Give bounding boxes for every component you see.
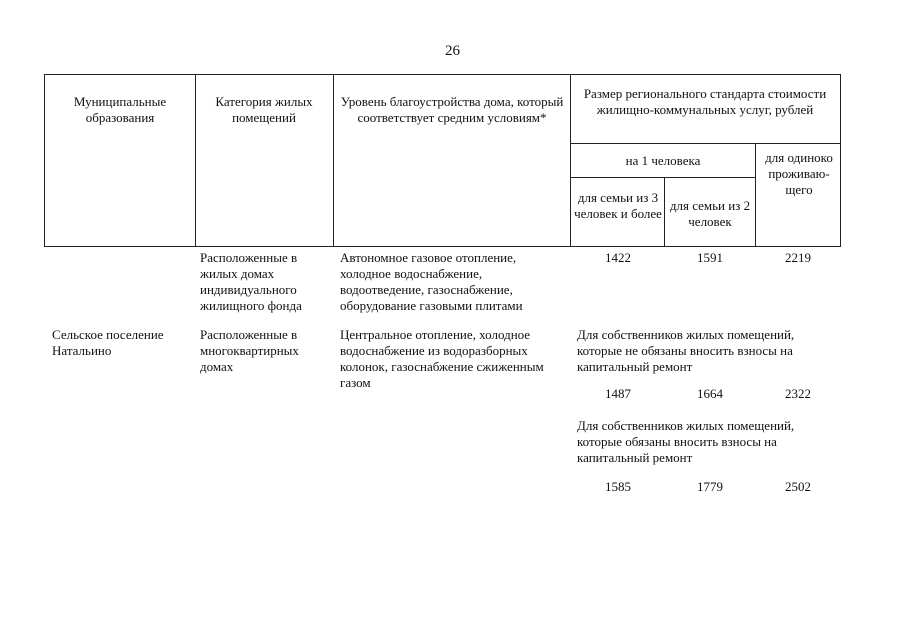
row2-group2-note: Для собственников жилых помещений, которые обязаны вносить взносы на капитальный ремонт bbox=[577, 418, 795, 465]
border-col-3 bbox=[570, 74, 571, 247]
border-col-2 bbox=[333, 74, 334, 247]
header-bottom-border bbox=[44, 246, 841, 247]
header-family3: для семьи из 3 человек и более bbox=[574, 190, 662, 221]
header-standard: Размер регионального стандарта стоимости жилищно-коммунальных услуг, рублей bbox=[583, 86, 827, 117]
row2-group2-single-value: 2502 bbox=[785, 479, 811, 494]
border-col-1 bbox=[195, 74, 196, 247]
row2-group2-family3-value: 1585 bbox=[605, 479, 631, 494]
row1-level: Автономное газовое отопление, холодное водоснабжение, водоотведение, газоснабжение, оборудование газовыми плитами bbox=[340, 250, 523, 313]
border-right bbox=[840, 74, 841, 247]
header-level: Уровень благоустройства дома, который соответствует средним условиям* bbox=[340, 94, 564, 125]
header-per-person: на 1 человека bbox=[625, 153, 701, 168]
per-person-top-border bbox=[570, 143, 841, 144]
header-top-border bbox=[44, 74, 841, 75]
row1-family2-value: 1591 bbox=[697, 250, 723, 265]
family-top-border bbox=[570, 177, 755, 178]
header-municipal: Муниципальные образования bbox=[73, 94, 167, 125]
border-col-4 bbox=[664, 177, 665, 247]
page-number: 26 bbox=[445, 43, 460, 59]
border-col-5 bbox=[755, 143, 756, 247]
header-family2: для семьи из 2 человек bbox=[669, 198, 751, 229]
row2-category: Расположенные в многоквартирных домах bbox=[200, 327, 299, 374]
header-category: Категория жилых помещений bbox=[215, 94, 313, 125]
row1-family3-value: 1422 bbox=[605, 250, 631, 265]
row2-group1-single-value: 2322 bbox=[785, 386, 811, 401]
row2-municipality: Сельское поселение Натальино bbox=[52, 327, 164, 358]
row2-group1-family3-value: 1487 bbox=[605, 386, 631, 401]
border-left bbox=[44, 74, 45, 247]
row2-group1-family2-value: 1664 bbox=[697, 386, 723, 401]
row1-single-value: 2219 bbox=[785, 250, 811, 265]
header-single: для одиноко проживаю-щего bbox=[765, 150, 833, 197]
row2-group2-family2-value: 1779 bbox=[697, 479, 723, 494]
row1-category: Расположенные в жилых домах индивидуального жилищного фонда bbox=[200, 250, 302, 313]
row2-group1-note: Для собственников жилых помещений, которые не обязаны вносить взносы на капитальный ремонт bbox=[577, 327, 795, 374]
row2-level: Центральное отопление, холодное водоснабжение из водоразборных колонок, газоснабжение сжиженным газом bbox=[340, 327, 544, 390]
